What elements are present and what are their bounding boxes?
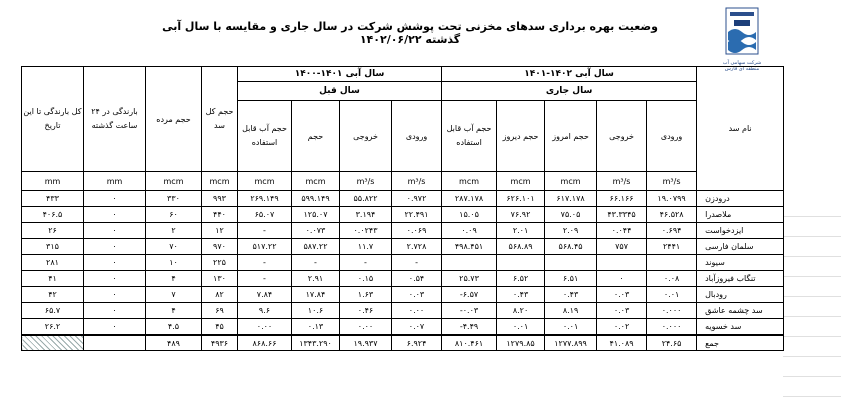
- cell-p-in: ۰.۹۷۲: [392, 191, 442, 207]
- cell-p-in: ۲.۷۲۸: [392, 239, 442, 255]
- cell-p-out: ۰.۰۲۴۳: [340, 223, 392, 239]
- cell-rain-24h: ۰: [84, 223, 146, 239]
- cell-c-vol: ۶.۵۱: [545, 271, 597, 287]
- cell-p-use: ۸۶۸.۶۶: [238, 335, 292, 351]
- header-rain-total: کل بارندگی تا این تاریخ: [22, 67, 84, 172]
- cell-name: سد خسویه: [697, 319, 784, 336]
- cell-p-in: ۰.۵۴: [392, 271, 442, 287]
- unit: mm: [22, 172, 84, 191]
- cell-rain-24h: ۰: [84, 255, 146, 271]
- cell-c-yest: ۲.۰۱: [497, 223, 545, 239]
- cell-total: ۲۲۵: [202, 255, 238, 271]
- cell-p-use: -: [238, 223, 292, 239]
- cell-c-in: ۲۴.۶۵: [647, 335, 697, 351]
- table-row: [22, 255, 784, 271]
- cell-rain-total: ۶۵.۷: [22, 303, 84, 319]
- header-year-current: سال آبی ۱۴۰۲-۱۴۰۱: [442, 67, 697, 82]
- cell-c-vol: ۲.۰۹: [545, 223, 597, 239]
- cell-p-vol: ۰.۱۳: [292, 319, 340, 336]
- cell-c-yest: ۶.۵۲: [497, 271, 545, 287]
- table-row: [22, 319, 784, 336]
- cell-c-in: ۰.۰۰۰: [647, 319, 697, 336]
- cell-c-in: ۰.۰۸: [647, 271, 697, 287]
- cell-rain-total: ۲۶.۲: [22, 319, 84, 336]
- cell-p-vol: ۵۹۹.۱۴۹: [292, 191, 340, 207]
- cell-rain-total: ۴۰۶.۵: [22, 207, 84, 223]
- cell-c-use: [442, 255, 497, 271]
- table-row: [22, 191, 784, 207]
- cell-dead: ۲: [146, 223, 202, 239]
- header-prev-outflow: خروجی: [340, 101, 392, 172]
- cell-dead: ۳۳۰: [146, 191, 202, 207]
- cell-c-out: ۴۱.۰۸۹: [597, 335, 647, 351]
- cell-name: سد چشمه عاشق: [697, 303, 784, 319]
- cell-c-in: ۴۶.۵۲۸: [647, 207, 697, 223]
- cell-c-yest: [497, 255, 545, 271]
- cell-c-yest: ۶۲۶.۱۰۱: [497, 191, 545, 207]
- cell-name: رودبال: [697, 287, 784, 303]
- cell-c-use: ۰.۰۹: [442, 223, 497, 239]
- header-cur-usable: حجم آب قابل استفاده: [442, 101, 497, 172]
- cell-total: ۱۳۰: [202, 271, 238, 287]
- cell-total: ۹۷۰: [202, 239, 238, 255]
- unit: m³/s: [597, 172, 647, 191]
- cell-c-use: ۱۵.۰۵: [442, 207, 497, 223]
- cell-p-in: -: [392, 255, 442, 271]
- cell-dead: ۴.۵: [146, 319, 202, 336]
- unit: m³/s: [647, 172, 697, 191]
- header-year-previous: سال آبی ۱۴۰۱-۱۴۰۰: [238, 67, 442, 82]
- cell-p-vol: ۰.۰۷۳: [292, 223, 340, 239]
- total-row: [22, 335, 784, 351]
- cell-p-out: -: [340, 255, 392, 271]
- cell-c-out: [597, 255, 647, 271]
- cell-c-out: ۴۳.۳۳۴۵: [597, 207, 647, 223]
- table-row: [22, 207, 784, 223]
- cell-p-use: ۵۱۷.۲۲: [238, 239, 292, 255]
- table-row: [22, 287, 784, 303]
- cell-rain-24h: ۰: [84, 239, 146, 255]
- unit: mcm: [202, 172, 238, 191]
- unit: mcm: [292, 172, 340, 191]
- header-cur-outflow: خروجی: [597, 101, 647, 172]
- unit: mcm: [442, 172, 497, 191]
- cell-name: سلمان فارسی: [697, 239, 784, 255]
- cell-c-out: ۰: [597, 271, 647, 287]
- cell-p-vol: ۱۰.۶: [292, 303, 340, 319]
- header-cur-today: حجم امروز: [545, 101, 597, 172]
- hatched-cell: [22, 335, 84, 351]
- cell-p-use: ۲۶۹.۱۴۹: [238, 191, 292, 207]
- cell-c-in: ۰.۰۱: [647, 287, 697, 303]
- unit: mcm: [545, 172, 597, 191]
- cell-c-out: ۰.۰۳: [597, 303, 647, 319]
- header-cur-yesterday: حجم دیروز: [497, 101, 545, 172]
- cell-p-use: ۹.۶: [238, 303, 292, 319]
- cell-name: سیوند: [697, 255, 784, 271]
- cell-p-out: ۱۹.۹۳۷: [340, 335, 392, 351]
- unit: m³/s: [340, 172, 392, 191]
- empty-cell: [84, 335, 146, 351]
- cell-rain-total: ۲۸۱: [22, 255, 84, 271]
- cell-c-yest: ۷۶.۹۲: [497, 207, 545, 223]
- table-row: [22, 223, 784, 239]
- header-rain-24h: بارندگی در ۲۴ ساعت گذشته: [84, 67, 146, 172]
- cell-rain-total: ۴۱: [22, 271, 84, 287]
- cell-p-use: -: [238, 255, 292, 271]
- header-total-volume: حجم کل سد: [202, 67, 238, 172]
- cell-name: تنگاب فیروزآباد: [697, 271, 784, 287]
- unit: mm: [84, 172, 146, 191]
- cell-c-use: ۲۵.۷۳: [442, 271, 497, 287]
- cell-rain-24h: ۰: [84, 287, 146, 303]
- cell-c-vol: ۷۵.۰۵: [545, 207, 597, 223]
- cell-c-use: ۴۹۸.۴۵۱: [442, 239, 497, 255]
- cell-p-out: ۱۱.۷: [340, 239, 392, 255]
- table-row: [22, 303, 784, 319]
- cell-total: ۴۵: [202, 319, 238, 336]
- cell-p-use: ۷.۸۴: [238, 287, 292, 303]
- header-current-year: سال جاری: [442, 82, 697, 101]
- cell-p-in: ۰.۰۶۹: [392, 223, 442, 239]
- cell-c-vol: ۵۶۸.۴۵: [545, 239, 597, 255]
- cell-p-use: ۰.۰۰: [238, 319, 292, 336]
- cell-rain-total: ۲۶: [22, 223, 84, 239]
- dam-status-table: [21, 66, 784, 351]
- unit: mcm: [497, 172, 545, 191]
- cell-dead: ۴: [146, 271, 202, 287]
- cell-total: ۴۹۳۶: [202, 335, 238, 351]
- cell-dead: ۷: [146, 287, 202, 303]
- cell-p-use: ۶۵.۰۷: [238, 207, 292, 223]
- cell-c-vol: ۰.۴۳: [545, 287, 597, 303]
- table-row: [22, 271, 784, 287]
- header-dead-volume: حجم مرده: [146, 67, 202, 172]
- cell-total: ۱۲: [202, 223, 238, 239]
- report-title: وضعیت بهره برداری سدهای مخزنی تحت پوشش شرکت در سال جاری و مقایسه با سال آبی گذشته ۱۴۰۲/۰۶/۲۲: [162, 20, 658, 46]
- cell-p-out: ۰.۰۰: [340, 319, 392, 336]
- cell-c-use: -۰.۰۳: [442, 303, 497, 319]
- cell-c-in: ۱۹.۰۷۹۹: [647, 191, 697, 207]
- cell-p-vol: -: [292, 255, 340, 271]
- cell-c-out: ۰.۰۴۴: [597, 223, 647, 239]
- cell-c-use: ۸۱۰.۴۶۱: [442, 335, 497, 351]
- cell-dead: ۴: [146, 303, 202, 319]
- cell-c-yest: ۱۲۷۹.۸۵: [497, 335, 545, 351]
- cell-p-out: ۳.۱۹۴: [340, 207, 392, 223]
- cell-p-out: ۰.۱۵: [340, 271, 392, 287]
- logo-icon: [722, 6, 762, 62]
- header-cur-inflow: ورودی: [647, 101, 697, 172]
- unit: mcm: [238, 172, 292, 191]
- cell-c-use: ۲۸۷.۱۷۸: [442, 191, 497, 207]
- cell-c-out: ۰.۰۳: [597, 287, 647, 303]
- cell-name: ملاصدرا: [697, 207, 784, 223]
- cell-p-vol: ۱۷.۸۴: [292, 287, 340, 303]
- cell-p-vol: ۱۲۵.۰۷: [292, 207, 340, 223]
- unit: m³/s: [392, 172, 442, 191]
- header-dam-name: نام سد: [697, 67, 784, 191]
- cell-c-vol: ۶۱۷.۱۷۸: [545, 191, 597, 207]
- cell-p-out: ۰.۴۶: [340, 303, 392, 319]
- cell-c-yest: ۰.۰۱: [497, 319, 545, 336]
- unit: mcm: [146, 172, 202, 191]
- cell-p-in: ۰.۰۷: [392, 319, 442, 336]
- cell-c-out: ۷۵۷: [597, 239, 647, 255]
- cell-c-out: ۰.۰۲: [597, 319, 647, 336]
- cell-p-out: ۵۵.۸۲۲: [340, 191, 392, 207]
- cell-rain-total: ۳۱۵: [22, 239, 84, 255]
- cell-c-yest: ۸.۲۰: [497, 303, 545, 319]
- cell-rain-24h: ۰: [84, 271, 146, 287]
- table-row: [22, 239, 784, 255]
- cell-p-out: ۱.۶۳: [340, 287, 392, 303]
- cell-c-in: [647, 255, 697, 271]
- cell-c-use: -۴.۴۹: [442, 319, 497, 336]
- cell-name: ایزدخواست: [697, 223, 784, 239]
- cell-total: ۹۹۳: [202, 191, 238, 207]
- logo-caption: شرکت سهامی آب منطقه ای فارس: [722, 60, 762, 72]
- cell-c-vol: [545, 255, 597, 271]
- cell-p-vol: ۵۸۷.۲۲: [292, 239, 340, 255]
- cell-total: ۴۴۰: [202, 207, 238, 223]
- cell-c-yest: ۰.۴۳: [497, 287, 545, 303]
- cell-dead: ۷۰: [146, 239, 202, 255]
- cell-total: ۶۹: [202, 303, 238, 319]
- cell-c-vol: ۰.۰۱: [545, 319, 597, 336]
- header-prev-volume: حجم: [292, 101, 340, 172]
- cell-c-yest: ۵۶۸.۸۹: [497, 239, 545, 255]
- cell-c-in: ۰.۶۹۴: [647, 223, 697, 239]
- cell-p-in: ۰.۰۰: [392, 303, 442, 319]
- cell-p-in: ۲۲.۴۹۱: [392, 207, 442, 223]
- header-previous-year: سال قبل: [238, 82, 442, 101]
- cell-name: درودزن: [697, 191, 784, 207]
- cell-rain-total: ۴۲: [22, 287, 84, 303]
- cell-c-use: -۶.۵۷: [442, 287, 497, 303]
- cell-c-in: ۲۴۴۱: [647, 239, 697, 255]
- cell-c-in: ۰.۰۰۰: [647, 303, 697, 319]
- cell-p-in: ۰.۰۳: [392, 287, 442, 303]
- cell-rain-24h: ۰: [84, 319, 146, 336]
- cell-dead: ۶۰: [146, 207, 202, 223]
- header-prev-usable: حجم آب قابل استفاده: [238, 101, 292, 172]
- cell-total: ۸۲: [202, 287, 238, 303]
- cell-rain-24h: ۰: [84, 191, 146, 207]
- cell-p-use: -: [238, 271, 292, 287]
- cell-rain-24h: ۰: [84, 303, 146, 319]
- cell-c-vol: ۸.۱۹: [545, 303, 597, 319]
- cell-p-vol: ۱۳۴۳.۲۹۰: [292, 335, 340, 351]
- cell-rain-total: ۴۳۳: [22, 191, 84, 207]
- cell-rain-24h: ۰: [84, 207, 146, 223]
- header-prev-inflow: ورودی: [392, 101, 442, 172]
- cell-c-out: ۶۶.۱۶۶: [597, 191, 647, 207]
- cell-p-in: ۶.۹۲۴: [392, 335, 442, 351]
- cell-dead: ۱۰: [146, 255, 202, 271]
- cell-dead: ۴۸۹: [146, 335, 202, 351]
- cell-name: جمع: [697, 335, 784, 351]
- cell-p-vol: ۲.۹۱: [292, 271, 340, 287]
- cell-c-vol: ۱۲۷۷.۸۹۹: [545, 335, 597, 351]
